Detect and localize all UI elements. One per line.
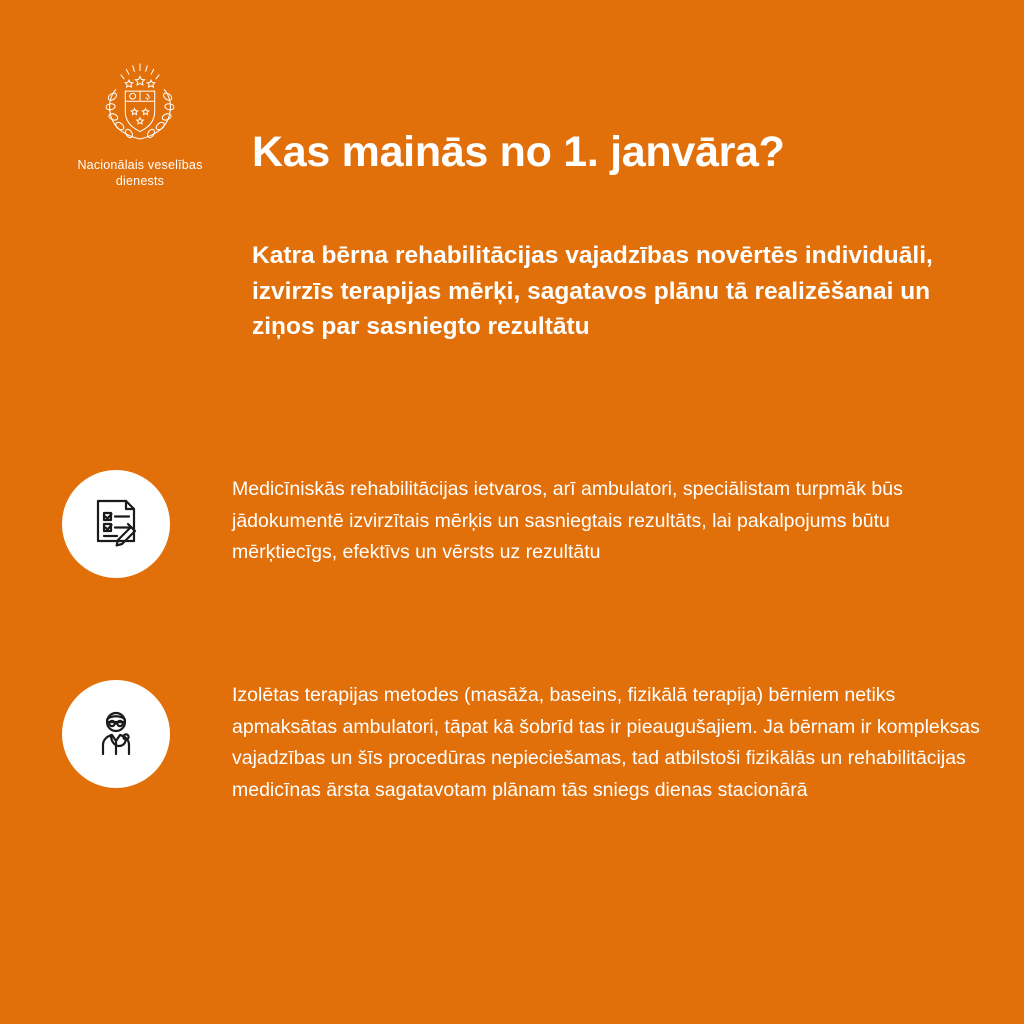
page-title: Kas mainās no 1. janvāra? (252, 128, 785, 176)
organization-logo (62, 58, 218, 189)
list-item (62, 470, 992, 578)
logo-line-1: Nacionālais veselības (77, 158, 203, 172)
doctor-with-stethoscope-icon (62, 680, 170, 788)
list-item-text: Izolētas terapijas metodes (masāža, baseins, fizikālā terapija) bērniem netiks apmaksātas ambulatori, tāpat kā šobrīd tas ir pieaugušajiem. Ja bērnam ir kompleksas vajadzības un šīs procedūras nepieciešamas, tad atbilstoši fizikālās un rehabilitācijas medicīnas ārsta sagatavotam plānam tās sniegs dienas stacionārā (232, 684, 980, 801)
logo-line-2: dienests (115, 173, 165, 188)
latvia-coat-of-arms-crest-icon (94, 58, 186, 150)
document-checklist-pen-icon (62, 470, 170, 578)
list-item (62, 680, 992, 806)
list-item-text: Medicīniskās rehabilitācijas ietvaros, arī ambulatori, speciālistam turpmāk būs jādokumentē izvirzītais mērķis un sasniegtais rezultāts, lai pakalpojums būtu mērķtiecīgs, efektīvs un vērsts uz rezultātu (232, 478, 903, 564)
page-subtitle: Katra bērna rehabilitācijas vajadzības novērtēs individuāli, izvirzīs terapijas mērķi, sagatavos plānu tā realizēšanai un ziņos par sasniegto rezultātu (252, 242, 933, 341)
